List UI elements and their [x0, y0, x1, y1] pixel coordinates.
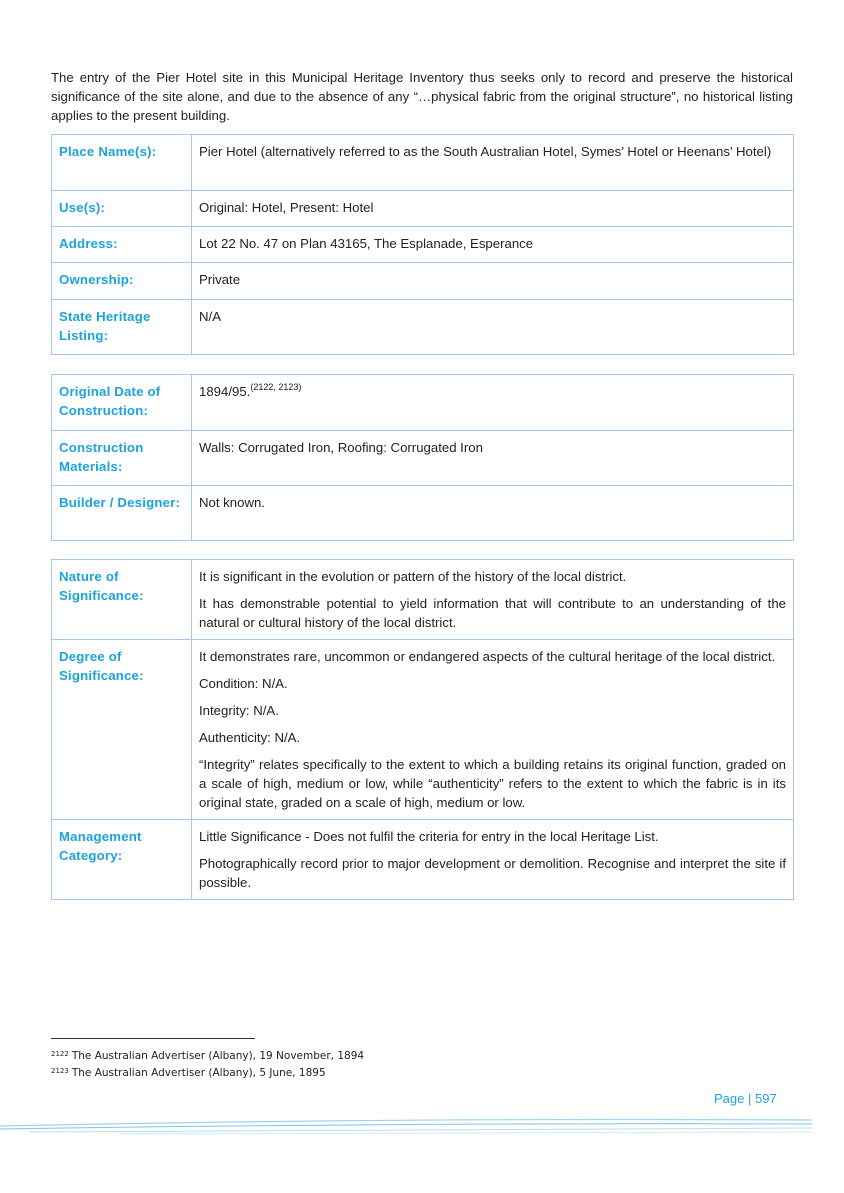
- footnote-text: The Australian Advertiser (Albany), 5 June, 1895: [71, 1067, 326, 1079]
- state-heritage-listing-label: State Heritage Listing:: [52, 300, 192, 355]
- footnote: [51, 1064, 364, 1081]
- footnote-text: The Australian Advertiser (Albany), 19 November, 1894: [71, 1050, 365, 1062]
- address-label: Address:: [52, 227, 192, 263]
- ownership-label: Ownership:: [52, 263, 192, 300]
- table-row: [52, 486, 794, 541]
- place-name-value: Pier Hotel (alternatively referred to as the South Australian Hotel, Symes’ Hotel or Heenans’ Hotel): [192, 135, 794, 191]
- table-row: [52, 135, 794, 191]
- footnote-divider: [51, 1038, 255, 1039]
- table-row: [52, 431, 794, 486]
- construction-materials-label: Construction Materials:: [52, 431, 192, 486]
- use-value: Original: Hotel, Present: Hotel: [192, 191, 794, 227]
- table-row: [52, 191, 794, 227]
- condition-text: Condition: N/A.: [199, 676, 288, 691]
- footnotes: [51, 1047, 364, 1081]
- management-paragraph: Little Significance - Does not fulfil the criteria for entry in the local Heritage List.: [199, 829, 659, 844]
- footnote-reference: (2122, 2123): [250, 382, 302, 392]
- footnote-number: 2122: [51, 1050, 69, 1058]
- table-row: [52, 263, 794, 300]
- table-row: [52, 375, 794, 431]
- place-details-table: [51, 134, 794, 355]
- nature-of-significance-label: Nature of Significance:: [52, 560, 192, 640]
- page-number: Page | 597: [714, 1091, 777, 1106]
- original-date-value: [192, 375, 794, 431]
- nature-of-significance-value: [192, 560, 794, 640]
- management-paragraph: Photographically record prior to major development or demolition. Recognise and interpret the site if possible.: [199, 856, 786, 890]
- state-heritage-listing-value: N/A: [192, 300, 794, 355]
- intro-paragraph: The entry of the Pier Hotel site in this Municipal Heritage Inventory thus seeks only to record and preserve the historical significance of the site alone, and due to the absence of any “…physical fabric from the original structure”, no historical listing applies to the present building.: [51, 70, 793, 123]
- management-category-label: Management Category:: [52, 820, 192, 900]
- table-row: [52, 640, 794, 820]
- table-row: [52, 820, 794, 900]
- footer-wave-decoration: [0, 1108, 844, 1138]
- degree-of-significance-value: [192, 640, 794, 820]
- place-name-label: Place Name(s):: [52, 135, 192, 191]
- original-date-label: Original Date of Construction:: [52, 375, 192, 431]
- table-row: [52, 300, 794, 355]
- construction-details-table: [51, 374, 794, 541]
- builder-designer-value: Not known.: [192, 486, 794, 541]
- management-category-value: [192, 820, 794, 900]
- significance-table: [51, 559, 794, 900]
- address-value: Lot 22 No. 47 on Plan 43165, The Esplanade, Esperance: [192, 227, 794, 263]
- ownership-value: Private: [192, 263, 794, 300]
- builder-designer-label: Builder / Designer:: [52, 486, 192, 541]
- significance-paragraph: It is significant in the evolution or pattern of the history of the local district.: [199, 569, 627, 584]
- significance-paragraph: It demonstrates rare, uncommon or endangered aspects of the cultural heritage of the local district.: [199, 649, 776, 664]
- footnote: [51, 1047, 364, 1064]
- grading-explanation: “Integrity” relates specifically to the extent to which a building retains its original function, graded on a scale of high, medium or low, while “authenticity” refers to the extent to which the fabric is in its original state, graded on a scale of high, medium or low.: [199, 757, 786, 810]
- significance-paragraph: It has demonstrable potential to yield information that will contribute to an understanding of the natural or cultural history of the local district.: [199, 596, 786, 630]
- degree-of-significance-label: Degree of Significance:: [52, 640, 192, 820]
- use-label: Use(s):: [52, 191, 192, 227]
- table-row: [52, 227, 794, 263]
- integrity-text: Integrity: N/A.: [199, 703, 279, 718]
- table-row: [52, 560, 794, 640]
- construction-materials-value: Walls: Corrugated Iron, Roofing: Corrugated Iron: [192, 431, 794, 486]
- footnote-number: 2123: [51, 1067, 69, 1075]
- original-date-text: 1894/95.: [199, 384, 251, 399]
- authenticity-text: Authenticity: N/A.: [199, 730, 301, 745]
